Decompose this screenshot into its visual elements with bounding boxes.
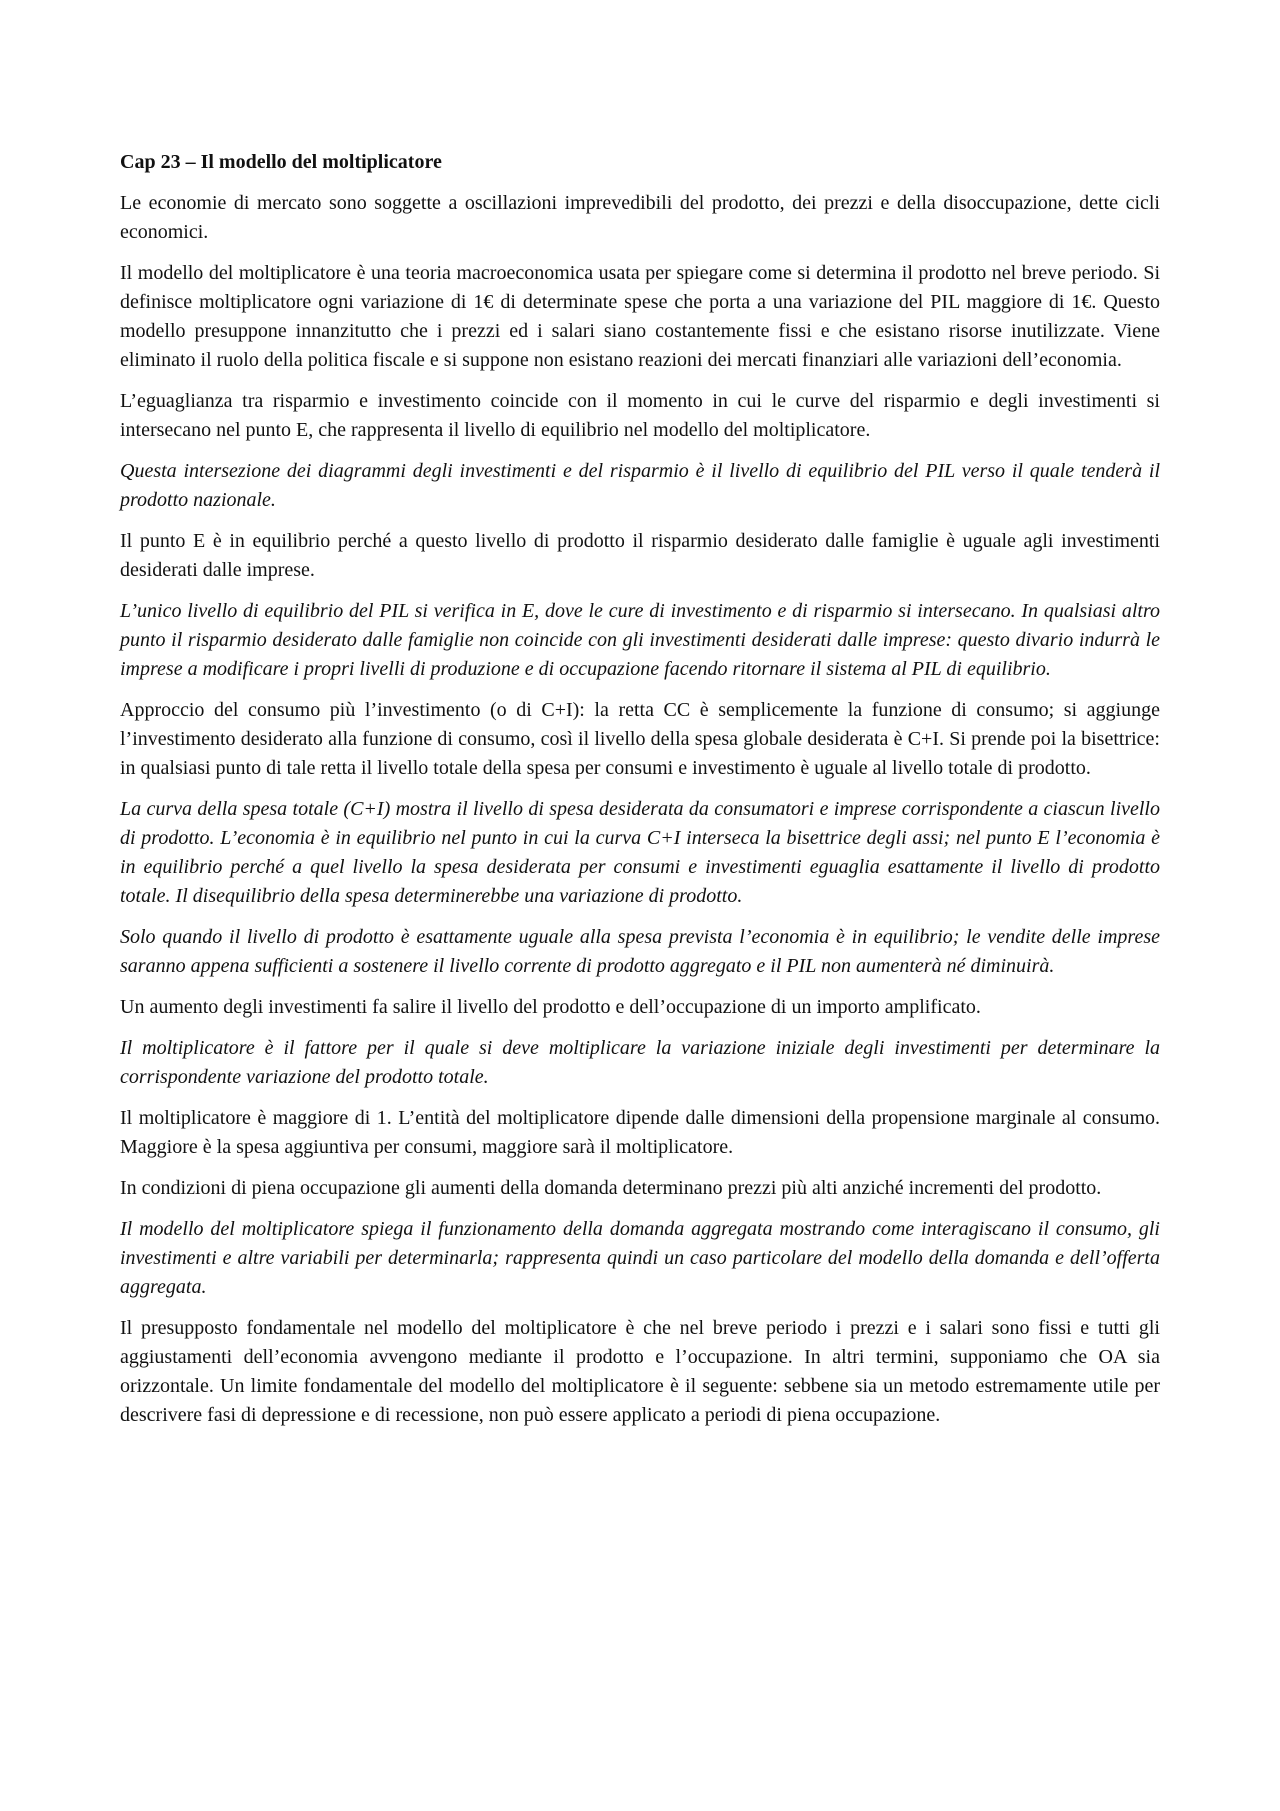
- paragraph-9: Solo quando il livello di prodotto è esattamente uguale alla spesa prevista l’economia è in equilibrio; le vendite delle imprese saranno appena sufficienti a sostenere il livello corrente di prodotto aggregato e il PIL non aumenterà né diminuirà.: [120, 926, 1160, 977]
- paragraph-12: Il moltiplicatore è maggiore di 1. L’entità del moltiplicatore dipende dalle dimensioni della propensione marginale al consumo. Maggiore è la spesa aggiuntiva per consumi, maggiore sarà il moltiplicatore.: [120, 1107, 1160, 1158]
- paragraph-10: Un aumento degli investimenti fa salire il livello del prodotto e dell’occupazione di un importo amplificato.: [120, 996, 981, 1018]
- paragraph-1: Le economie di mercato sono soggette a oscillazioni imprevedibili del prodotto, dei prezzi e della disoccupazione, dette cicli economici.: [120, 192, 1160, 243]
- page-title: Cap 23 – Il modello del moltiplicatore: [120, 151, 442, 173]
- document-page: [120, 148, 1160, 1442]
- paragraph-3: L’eguaglianza tra risparmio e investimento coincide con il momento in cui le curve del risparmio e degli investimenti si intersecano nel punto E, che rappresenta il livello di equilibrio nel modello del moltiplicatore.: [120, 390, 1160, 441]
- paragraph-7: Approccio del consumo più l’investimento (o di C+I): la retta CC è semplicemente la funzione di consumo; si aggiunge l’investimento desiderato alla funzione di consumo, così il livello della spesa globale desiderata è C+I. Si prende poi la bisettrice: in qualsiasi punto di tale retta il livello totale della spesa per consumi e investimento è uguale al livello totale di prodotto.: [120, 699, 1160, 779]
- paragraph-5: Il punto E è in equilibrio perché a questo livello di prodotto il risparmio desiderato dalle famiglie è uguale agli investimenti desiderati dalle imprese.: [120, 530, 1160, 581]
- paragraph-4: Questa intersezione dei diagrammi degli investimenti e del risparmio è il livello di equilibrio del PIL verso il quale tenderà il prodotto nazionale.: [120, 460, 1160, 511]
- paragraph-2: Il modello del moltiplicatore è una teoria macroeconomica usata per spiegare come si determina il prodotto nel breve periodo. Si definisce moltiplicatore ogni variazione di 1€ di determinate spese che porta a una variazione del PIL maggiore di 1€. Questo modello presuppone innanzitutto che i prezzi ed i salari siano costantemente fissi e che esistano risorse inutilizzate. Viene eliminato il ruolo della politica fiscale e si suppone non esistano reazioni dei mercati finanziari alle variazioni dell’economia.: [120, 262, 1160, 371]
- paragraph-15: Il presupposto fondamentale nel modello del moltiplicatore è che nel breve periodo i prezzi e i salari sono fissi e tutti gli aggiustamenti dell’economia avvengono mediante il prodotto e l’occupazione. In altri termini, supponiamo che OA sia orizzontale. Un limite fondamentale del modello del moltiplicatore è il seguente: sebbene sia un metodo estremamente utile per descrivere fasi di depressione e di recessione, non può essere applicato a periodi di piena occupazione.: [120, 1317, 1160, 1426]
- paragraph-14: Il modello del moltiplicatore spiega il funzionamento della domanda aggregata mostrando come interagiscano il consumo, gli investimenti e altre variabili per determinarla; rappresenta quindi un caso particolare del modello della domanda e dell’offerta aggregata.: [120, 1218, 1160, 1298]
- paragraph-13: In condizioni di piena occupazione gli aumenti della domanda determinano prezzi più alti anziché incrementi del prodotto.: [120, 1177, 1102, 1199]
- paragraph-6: L’unico livello di equilibrio del PIL si verifica in E, dove le cure di investimento e di risparmio si intersecano. In qualsiasi altro punto il risparmio desiderato dalle famiglie non coincide con gli investimenti desiderati dalle imprese: questo divario indurrà le imprese a modificare i propri livelli di produzione e di occupazione facendo ritornare il sistema al PIL di equilibrio.: [120, 600, 1160, 680]
- paragraph-11: Il moltiplicatore è il fattore per il quale si deve moltiplicare la variazione iniziale degli investimenti per determinare la corrispondente variazione del prodotto totale.: [120, 1037, 1160, 1088]
- paragraph-8: La curva della spesa totale (C+I) mostra il livello di spesa desiderata da consumatori e imprese corrispondente a ciascun livello di prodotto. L’economia è in equilibrio nel punto in cui la curva C+I interseca la bisettrice degli assi; nel punto E l’economia è in equilibrio perché a quel livello la spesa desiderata per consumi e investimenti eguaglia esattamente il livello di prodotto totale. Il disequilibrio della spesa determinerebbe una variazione di prodotto.: [120, 798, 1160, 907]
